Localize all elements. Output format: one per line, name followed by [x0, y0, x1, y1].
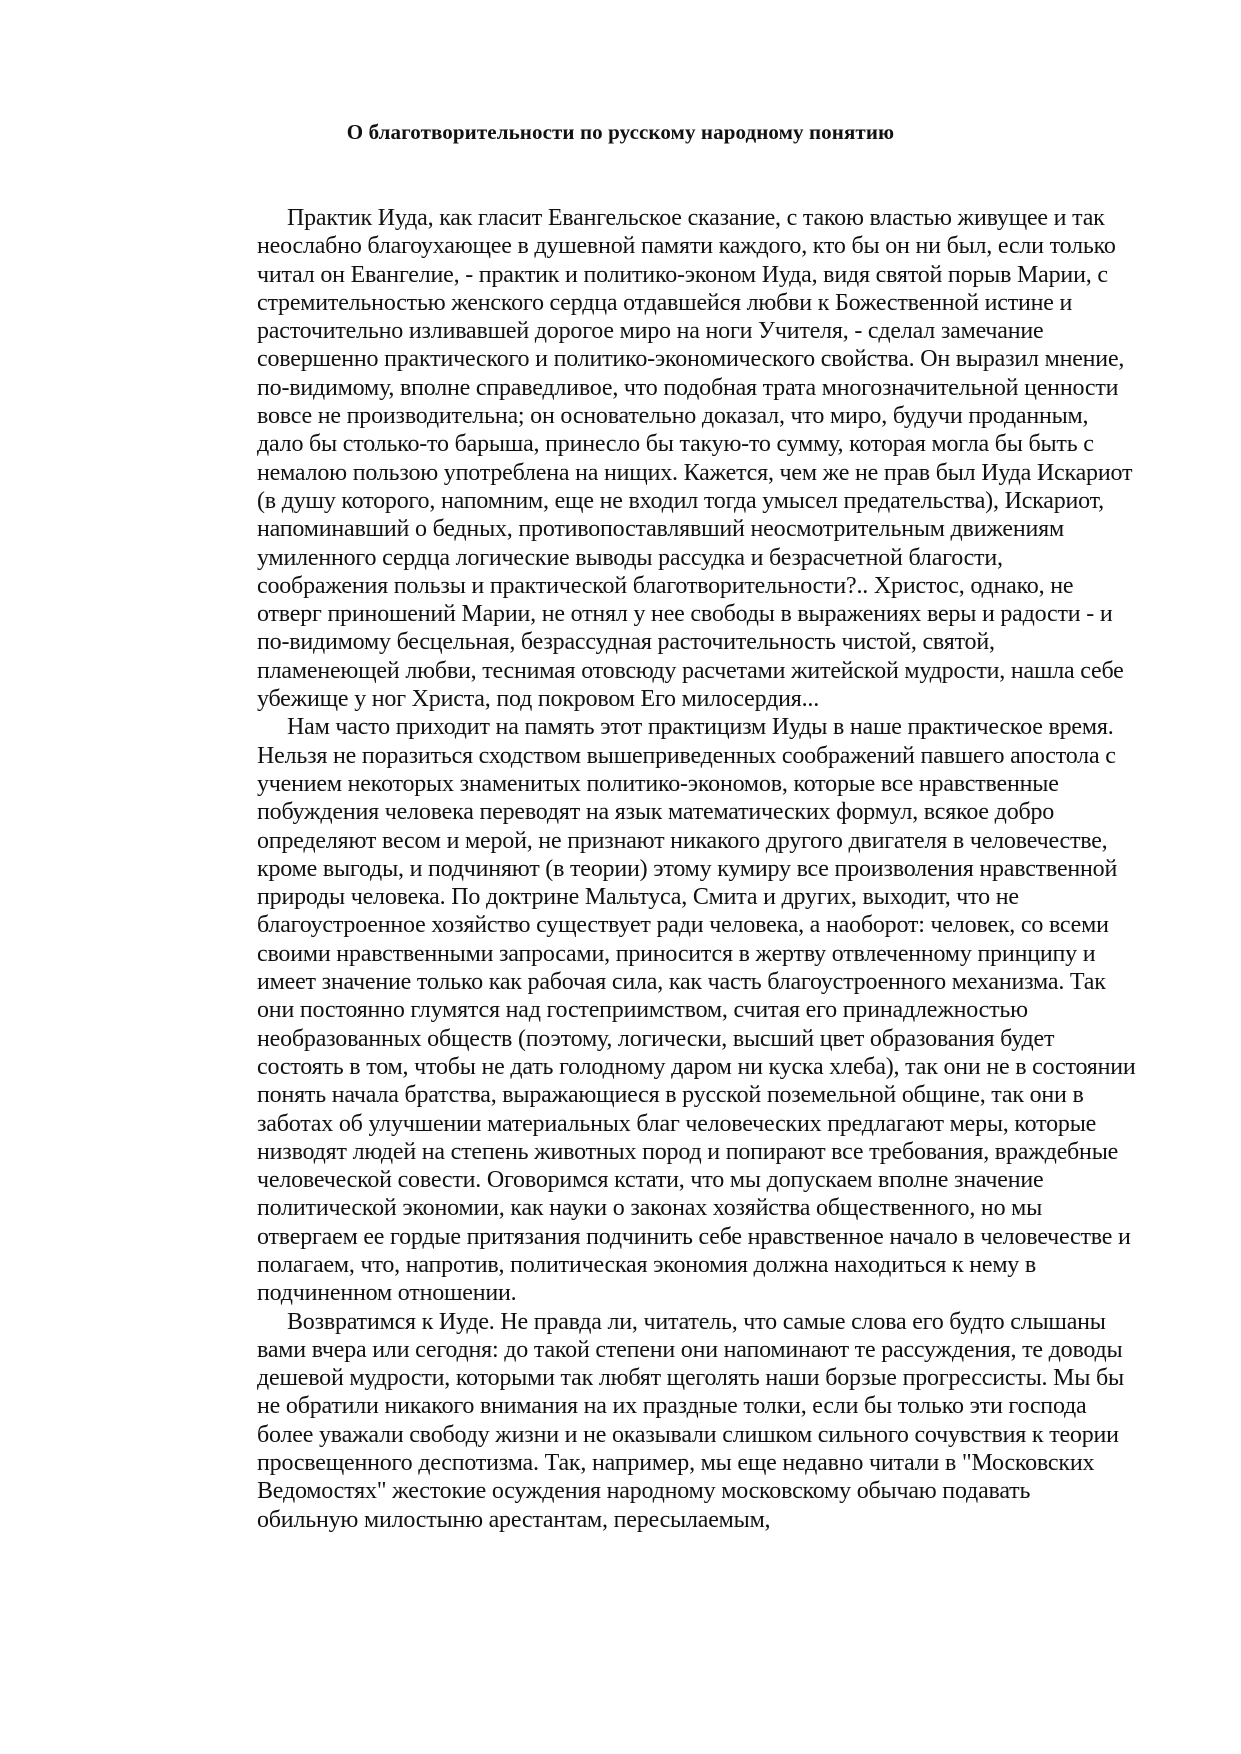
- document-body: [257, 204, 1137, 1534]
- paragraph-3: Возвратимся к Иуде. Не правда ли, читатель, что самые слова его будто слышаны вами вчера или сегодня: до такой степени они напоминают те рассуждения, те доводы дешевой мудрости, которыми так любят щеголять наши борзые прогрессисты. Мы бы не обратили никакого внимания на их праздные толки, если бы только эти господа более уважали свободу жизни и не оказывали слишком сильного сочувствия к теории просвещенного деспотизма. Так, например, мы еще недавно читали в "Московских Ведомостях" жестокие осуждения народному московскому обычаю подавать обильную милостыню арестантам, пересылаемым,: [257, 1308, 1124, 1533]
- paragraph-2: Нам часто приходит на память этот практицизм Иуды в наше практическое время. Нельзя не поразиться сходством вышеприведенных соображений павшего апостола с учением некоторых знаменитых политико-экономов, которые все нравственные побуждения человека переводят на язык математических формул, всякое добро определяют весом и мерой, не признают никакого другого двигателя в человечестве, кроме выгоды, и подчиняют (в теории) этому кумиру все произволения нравственной природы человека. По доктрине Мальтуса, Смита и других, выходит, что не благоустроенное хозяйство существует ради человека, а наоборот: человек, со всеми своими нравственными запросами, приносится в жертву отвлеченному принципу и имеет значение только как рабочая сила, как часть благоустроенного механизма. Так они постоянно глумятся над гостеприимством, считая его принадлежностью необразованных обществ (поэтому, логически, высший цвет образования будет состоять в том, чтобы не дать голодному даром ни куска хлеба), так они не в состоянии понять начала братства, выражающиеся в русской поземельной общине, так они в заботах об улучшении материальных благ человеческих предлагают меры, которые низводят людей на степень животных пород и попирают все требования, враждебные человеческой совести. Оговоримся кстати, что мы допускаем вполне значение политической экономии, как науки о законах хозяйства общественного, но мы отвергаем ее гордые притязания подчинить себе нравственное начало в человечестве и полагаем, что, напротив, политическая экономия должна находиться к нему в подчиненном отношении.: [257, 714, 1136, 1307]
- paragraph-1: Практик Иуда, как гласит Евангельское сказание, с такою властью живущее и так неослабно благоухающее в душевной памяти каждого, кто бы он ни был, если только читал он Евангелие, - практик и политико-эконом Иуда, видя святой порыв Марии, с стремительностью женского сердца отдавшейся любви к Божественной истине и расточительно изливавшей дорогое миро на ноги Учителя, - сделал замечание совершенно практического и политико-экономического свойства. Он выразил мнение, по-видимому, вполне справедливое, что подобная трата многозначительной ценности вовсе не производительна; он основательно доказал, что миро, будучи проданным, дало бы столько-то барыша, принесло бы такую-то сумму, которая могла бы быть с немалою пользою употреблена на нищих. Кажется, чем же не прав был Иуда Искариот (в душу которого, напомним, еще не входил тогда умысел предательства), Искариот, напоминавший о бедных, противопоставлявший неосмотрительным движениям умиленного сердца логические выводы рассудка и безрасчетной благости, соображения пользы и практической благотворительности?.. Христос, однако, не отверг приношений Марии, не отнял у нее свободы в выражениях веры и радости - и по-видимому бесцельная, безрассудная расточительность чистой, святой, пламенеющей любви, теснимая отовсюду расчетами житейской мудрости, нашла себе убежище у ног Христа, под покровом Его милосердия...: [257, 205, 1133, 713]
- document-title: О благотворительности по русскому народному понятию: [346, 120, 895, 144]
